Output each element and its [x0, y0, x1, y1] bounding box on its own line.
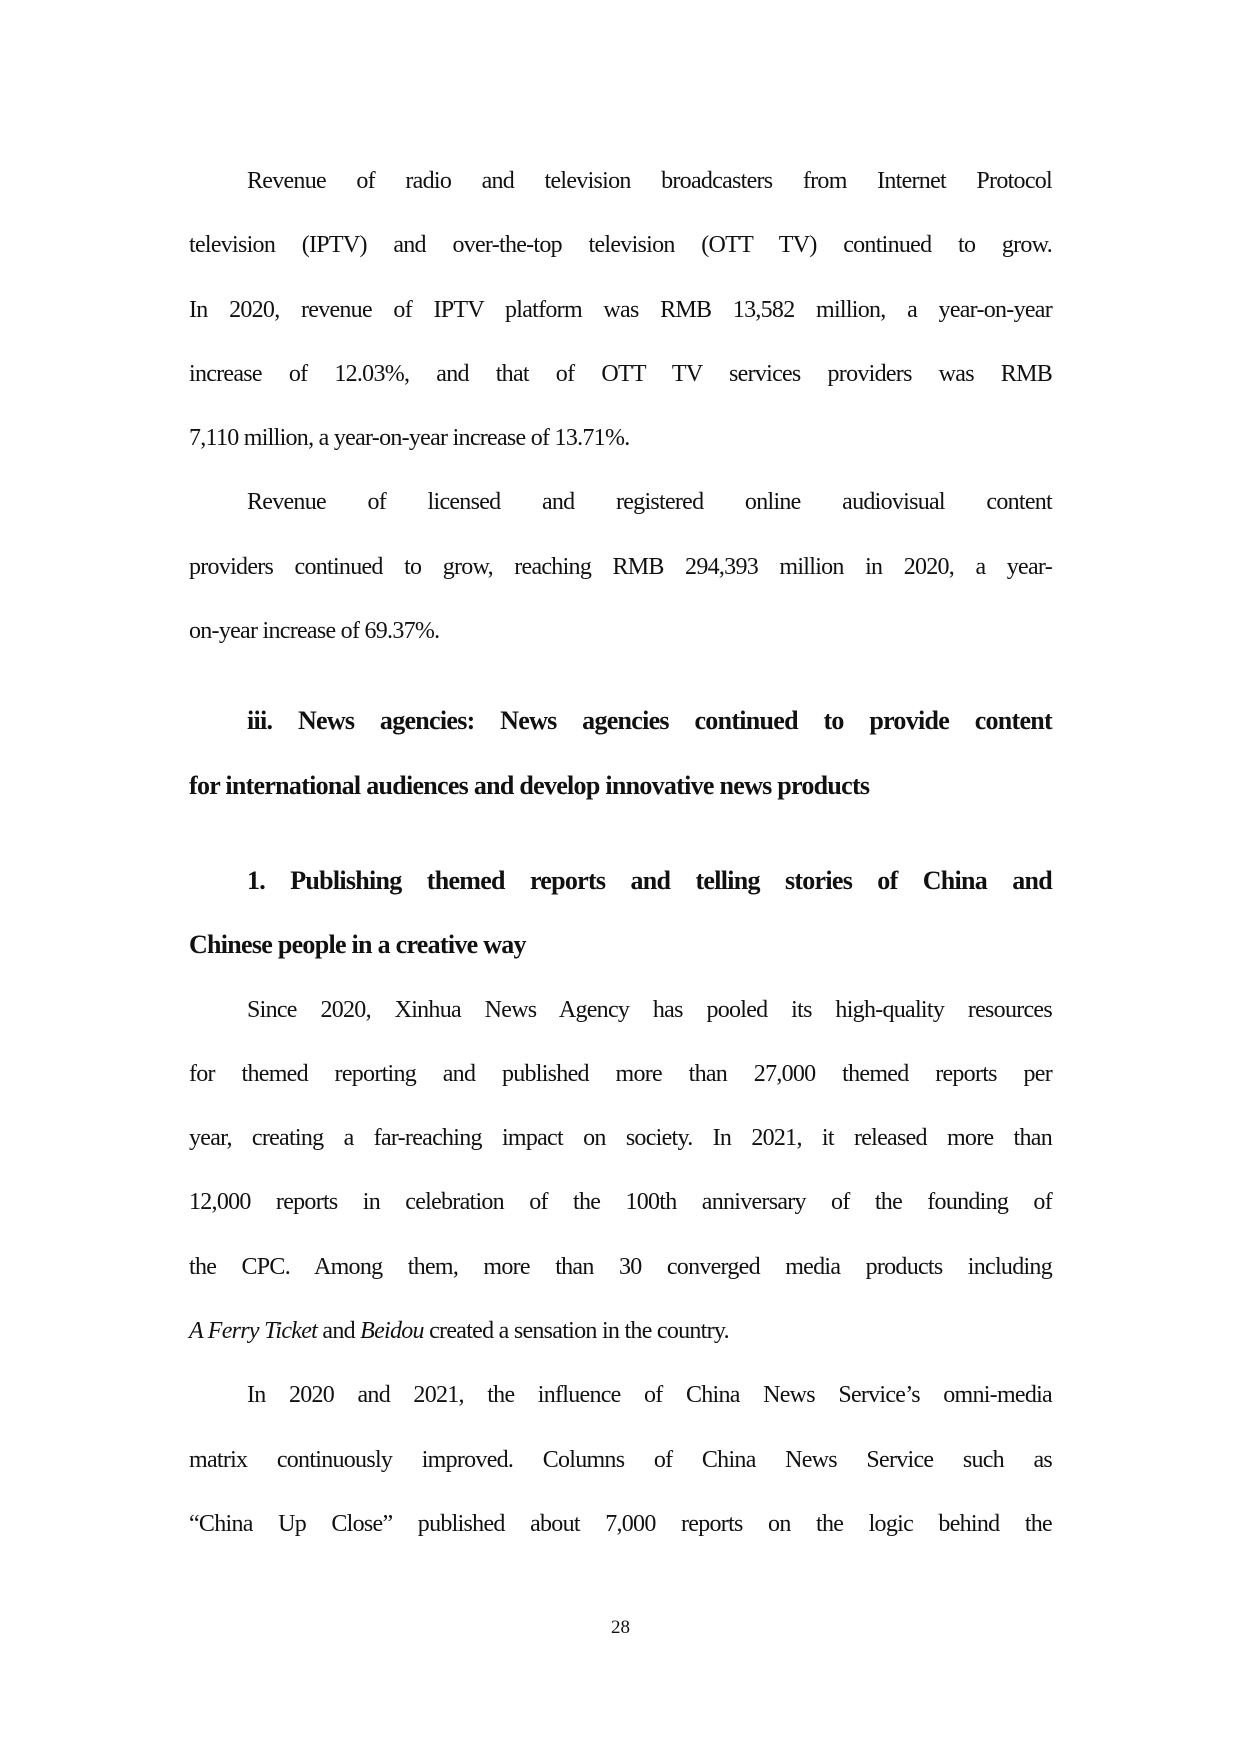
text-line: “China Up Close” published about 7,000 reports on the logic behind the: [189, 1510, 1052, 1537]
paragraph-block: [189, 470, 1052, 663]
paragraph-block: [189, 149, 1052, 470]
heading-block: [189, 689, 1052, 818]
text-line: In 2020 and 2021, the influence of China News Service’s omni-media: [247, 1382, 1052, 1409]
italic-work-title: Beidou: [360, 1318, 424, 1345]
text-line: on-year increase of 69.37%.: [189, 618, 440, 645]
text-line: 1. Publishing themed reports and telling stories of China and: [247, 865, 1052, 895]
text-segment: created a sensation in the country.: [423, 1318, 729, 1345]
text-line: Chinese people in a creative way: [189, 930, 526, 960]
text-line: television (IPTV) and over-the-top television (OTT TV) continued to grow.: [189, 232, 1052, 259]
text-line: 12,000 reports in celebration of the 100th anniversary of the founding of: [189, 1189, 1052, 1216]
heading-block: [189, 849, 1052, 978]
text-line: Since 2020, Xinhua News Agency has pooled its high-quality resources: [247, 996, 1052, 1023]
text-line: matrix continuously improved. Columns of China News Service such as: [189, 1446, 1052, 1473]
paragraph-block: [189, 978, 1052, 1364]
italic-work-title: A Ferry Ticket: [189, 1318, 318, 1345]
text-line: Revenue of licensed and registered online audiovisual content: [247, 489, 1052, 516]
page-number: 28: [611, 1617, 630, 1638]
text-line: In 2020, revenue of IPTV platform was RMB 13,582 million, a year-on-year: [189, 296, 1052, 323]
text-line: increase of 12.03%, and that of OTT TV services providers was RMB: [189, 360, 1052, 387]
text-line: [189, 1299, 1052, 1363]
text-line: providers continued to grow, reaching RMB 294,393 million in 2020, a year-: [189, 553, 1052, 580]
document-content: [189, 149, 1052, 1556]
text-line: the CPC. Among them, more than 30 converged media products including: [189, 1253, 1052, 1280]
text-line: year, creating a far-reaching impact on society. In 2021, it released more than: [189, 1125, 1052, 1152]
text-line: 7,110 million, a year-on-year increase of 13.71%.: [189, 425, 630, 452]
text-line: Revenue of radio and television broadcasters from Internet Protocol: [247, 168, 1052, 194]
text-segment: and: [317, 1318, 361, 1345]
text-line: for themed reporting and published more than 27,000 themed reports per: [189, 1060, 1052, 1087]
text-line: iii. News agencies: News agencies continued to provide content: [247, 706, 1052, 736]
paragraph-block: [189, 1363, 1052, 1556]
text-line: for international audiences and develop innovative news products: [189, 770, 870, 800]
